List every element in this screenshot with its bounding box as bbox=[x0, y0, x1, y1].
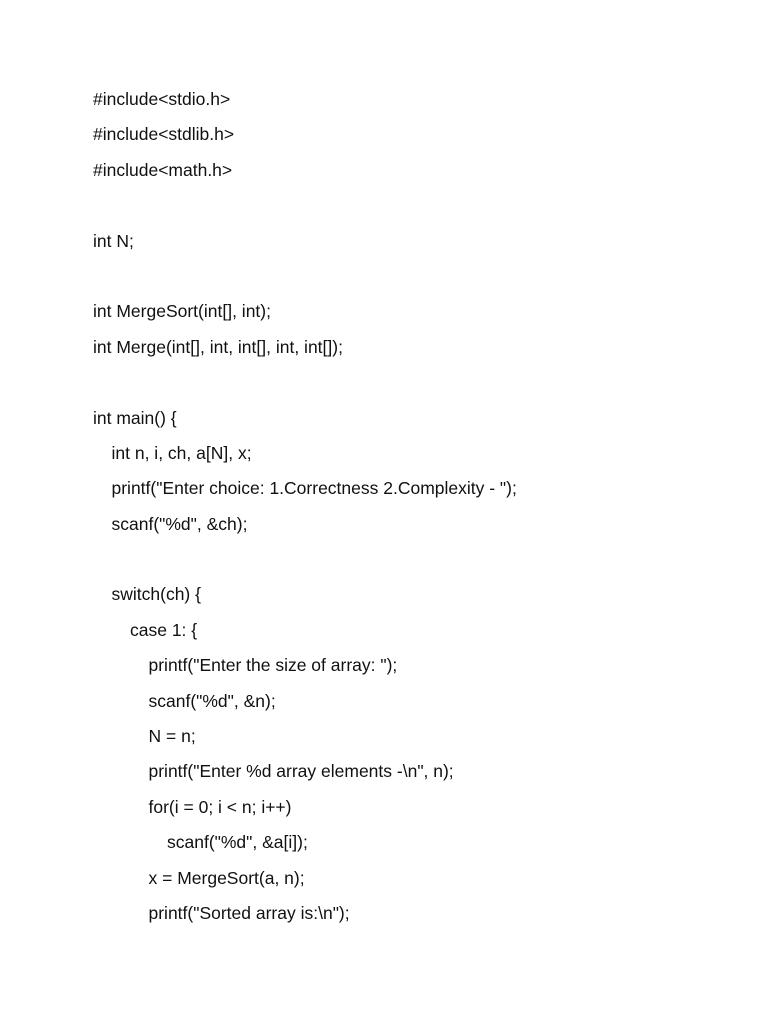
code-line: x = MergeSort(a, n); bbox=[148, 867, 305, 888]
blank-line bbox=[93, 542, 733, 577]
code-line: int N; bbox=[93, 230, 134, 251]
code-line: int main() { bbox=[93, 407, 177, 428]
code-listing bbox=[93, 82, 733, 931]
code-line: case 1: { bbox=[130, 619, 198, 640]
code-line: printf("Enter choice: 1.Correctness 2.Complexity - "); bbox=[111, 478, 517, 499]
blank-line bbox=[93, 259, 733, 294]
code-line: printf("Enter %d array elements -\n", n); bbox=[148, 761, 454, 782]
code-line: int MergeSort(int[], int); bbox=[93, 301, 271, 322]
code-line: for(i = 0; i < n; i++) bbox=[148, 796, 292, 817]
code-line: switch(ch) { bbox=[111, 584, 201, 605]
code-line: scanf("%d", &a[i]); bbox=[167, 832, 308, 853]
code-line: printf("Enter the size of array: "); bbox=[148, 655, 398, 676]
code-line: N = n; bbox=[148, 726, 196, 747]
code-line: int Merge(int[], int, int[], int, int[]); bbox=[93, 336, 343, 357]
code-line: printf("Sorted array is:\n"); bbox=[148, 902, 350, 923]
code-line: #include<stdlib.h> bbox=[93, 124, 235, 145]
code-line: scanf("%d", &ch); bbox=[111, 513, 248, 534]
blank-line bbox=[93, 188, 733, 223]
blank-line bbox=[93, 365, 733, 400]
code-line: #include<stdio.h> bbox=[93, 89, 231, 109]
code-line: #include<math.h> bbox=[93, 159, 233, 180]
code-line: int n, i, ch, a[N], x; bbox=[111, 442, 252, 463]
code-line: scanf("%d", &n); bbox=[148, 690, 276, 711]
